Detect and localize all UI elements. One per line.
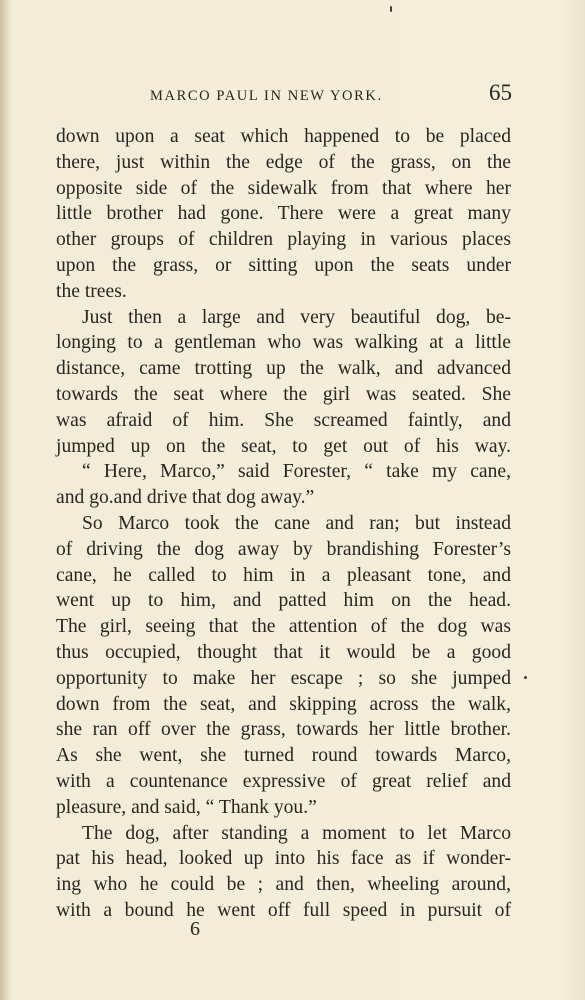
text-line: the trees. [56,280,127,302]
paragraph [56,124,511,305]
text-line: distance, came trotting up the walk, and advanced [56,358,511,380]
text-line: went up to him, and patted him on the head. [56,590,511,612]
text-line: with a countenance expressive of great relief and [56,770,511,792]
text-line: of driving the dog away by brandishing Forester’s [56,538,511,560]
text-line: opportunity to make her escape ; so she jumped [56,667,511,689]
running-head [0,80,585,110]
text-line: Just then a large and very beautiful dog, be- [82,306,511,328]
gutter-shadow [0,0,10,1000]
text-line: As she went, she turned round towards Marco, [56,745,511,767]
text-line: longing to a gentleman who was walking at a little [56,332,511,354]
paragraph [56,821,511,924]
running-title: MARCO PAUL IN NEW YORK. [150,88,383,104]
text-line: little brother had gone. There were a great many [56,203,511,225]
text-line: and go.and drive that dog away.” [56,487,315,509]
text-line: down from the seat, and skipping across the walk, [56,693,511,715]
text-line: with a bound he went off full speed in pursuit of [56,899,511,921]
text-line: So Marco took the cane and ran; but instead [82,512,511,534]
paragraph [56,459,511,511]
text-line: towards the seat where the girl was seated. She [56,383,511,405]
paragraph [56,305,511,460]
text-line: jumped up on the seat, to get out of his way. [56,435,511,457]
text-line: there, just within the edge of the grass, on the [56,151,511,173]
text-line: The girl, seeing that the attention of the dog was [56,616,511,638]
text-line: she ran off over the grass, towards her little brother. [56,719,511,741]
ink-speck [390,6,392,12]
text-line: cane, he called to him in a pleasant tone, and [56,564,511,586]
text-line: “ Here, Marco,” said Forester, “ take my cane, [82,461,511,483]
text-line: thus occupied, thought that it would be a good [56,641,511,663]
text-line: opposite side of the sidewalk from that where her [56,177,511,199]
body-text [56,124,511,924]
text-line: down upon a seat which happened to be placed [56,126,511,147]
paragraph [56,511,511,821]
text-line: other groups of children playing in various places [56,229,511,251]
page-number: 65 [489,80,512,105]
text-line: The dog, after standing a moment to let Marco [82,822,511,844]
text-line: pleasure, and said, “ Thank you.” [56,796,317,818]
text-line: upon the grass, or sitting upon the seats under [56,254,511,276]
text-line: ing who he could be ; and then, wheeling around, [56,874,511,896]
text-line: was afraid of him. She screamed faintly, and [56,409,511,431]
signature-mark: 6 [190,918,200,940]
ink-speck [524,676,527,679]
text-line: pat his head, looked up into his face as if wonder- [56,848,511,870]
